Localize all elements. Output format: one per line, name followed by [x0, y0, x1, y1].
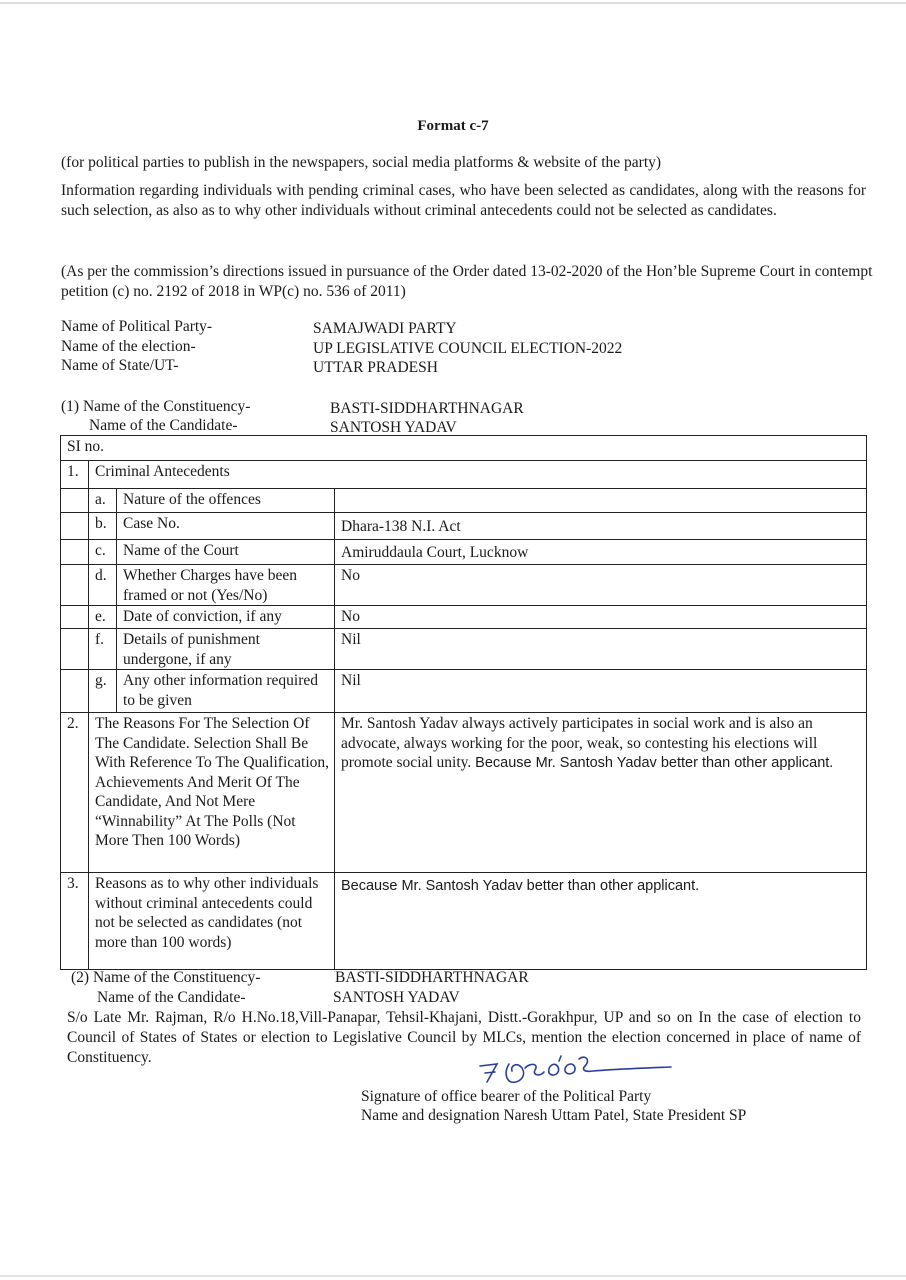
scan-bottom-edge: [0, 1275, 906, 1277]
sub-letter: e.: [89, 606, 117, 629]
constituency-1-label: (1) Name of the Constituency-: [61, 398, 251, 415]
sub-letter: f.: [89, 629, 117, 670]
row-1-number: 1.: [61, 461, 89, 489]
constituency-2-value: BASTI-SIDDHARTHNAGAR: [335, 969, 529, 986]
table-row: [61, 513, 867, 540]
empty-cell: [61, 629, 89, 670]
constituency-1-value: BASTI-SIDDHARTHNAGAR: [330, 400, 524, 417]
sub-value: Dhara-138 N.I. Act: [335, 513, 867, 540]
sub-value: Nil: [335, 629, 867, 670]
sub-letter: g.: [89, 670, 117, 713]
table-row: [61, 540, 867, 565]
election-value: UP LEGISLATIVE COUNCIL ELECTION-2022: [313, 340, 623, 357]
candidate-1-label: Name of the Candidate-: [89, 417, 238, 434]
sub-label: Any other information required to be given: [117, 670, 335, 713]
party-label: Name of Political Party-: [61, 318, 213, 335]
format-title: Format c-7: [417, 118, 489, 134]
handwritten-signature: [475, 1052, 675, 1088]
empty-cell: [61, 565, 89, 606]
empty-cell: [61, 513, 89, 540]
party-value: SAMAJWADI PARTY: [313, 320, 457, 337]
sub-label: Details of punishment undergone, if any: [117, 629, 335, 670]
sub-letter: c.: [89, 540, 117, 565]
table-row: [61, 489, 867, 513]
row-2-value: [335, 713, 867, 873]
candidate-address-note: S/o Late Mr. Rajman, R/o H.No.18,Vill-Panapar, Tehsil-Khajani, Distt.-Gorakhpur, UP and so on In the case of election to Council of States of States or election to Legislative Council by MLCs, mention the election concerned in place of name of Constituency.: [67, 1009, 861, 1066]
row-2-number: 2.: [61, 713, 89, 873]
sub-label: Whether Charges have been framed or not (Yes/No): [117, 565, 335, 606]
sub-label: Date of conviction, if any: [117, 606, 335, 629]
row-2-value-serif: Mr. Santosh Yadav always actively participates in social work and is also an advocate, always working for the poor, weak, so contesting his elections will promote social unity.: [341, 715, 818, 771]
empty-cell: [61, 540, 89, 565]
table-row: [61, 565, 867, 606]
scan-top-edge: [0, 2, 906, 4]
sub-value: Nil: [335, 670, 867, 713]
empty-cell: [61, 489, 89, 513]
state-value: UTTAR PRADESH: [313, 359, 438, 376]
constituency-2-label: (2) Name of the Constituency-: [71, 969, 261, 986]
row-2-value-sans: Because Mr. Santosh Yadav better than other applicant.: [475, 755, 834, 771]
sub-value: [335, 489, 867, 513]
table-row: [61, 606, 867, 629]
format-c7-table: [60, 435, 867, 970]
row-3-label: Reasons as to why other individuals without criminal antecedents could not be selected as candidates (not more than 100 words): [89, 873, 335, 970]
signature-caption: Signature of office bearer of the Political Party: [361, 1088, 652, 1105]
sub-label: Nature of the offences: [117, 489, 335, 513]
candidate-1-value: SANTOSH YADAV: [330, 419, 457, 436]
row-2-label: The Reasons For The Selection Of The Candidate. Selection Shall Be With Reference To The Qualification, Achievements And Merit Of The Candidate, And Not Mere “Winnability” At The Polls (Not More Then 100 Words): [89, 713, 335, 873]
sub-letter: a.: [89, 489, 117, 513]
sub-letter: b.: [89, 513, 117, 540]
sub-value: No: [335, 606, 867, 629]
candidate-2-value: SANTOSH YADAV: [333, 989, 460, 1006]
sub-label: Name of the Court: [117, 540, 335, 565]
table-header-si-no: SI no.: [61, 436, 867, 461]
candidate-2-label: Name of the Candidate-: [97, 989, 246, 1006]
empty-cell: [61, 670, 89, 713]
state-label: Name of State/UT-: [61, 357, 179, 374]
sub-value: Amiruddaula Court, Lucknow: [335, 540, 867, 565]
row-1-title: Criminal Antecedents: [89, 461, 867, 489]
intro-line-1: (for political parties to publish in the newspapers, social media platforms & website of the party): [61, 154, 662, 171]
row-3-number: 3.: [61, 873, 89, 970]
election-label: Name of the election-: [61, 338, 196, 355]
sub-letter: d.: [89, 565, 117, 606]
table-row: [61, 670, 867, 713]
row-3-value: Because Mr. Santosh Yadav better than other applicant.: [335, 873, 867, 970]
table-row: [61, 629, 867, 670]
directions-text: (As per the commission’s directions issued in pursuance of the Order dated 13-02-2020 of the Hon’ble Supreme Court in contempt petition (c) no. 2192 of 2018 in WP(c) no. 536 of 2011): [61, 263, 873, 300]
sub-label: Case No.: [117, 513, 335, 540]
intro-line-2: Information regarding individuals with pending criminal cases, who have been selected as candidates, along with the reasons for such selection, as also as to why other individuals without criminal antecedents could not be selected as candidates.: [61, 182, 866, 219]
empty-cell: [61, 606, 89, 629]
sub-value: No: [335, 565, 867, 606]
signatory-name-designation: Name and designation Naresh Uttam Patel, State President SP: [361, 1107, 747, 1124]
